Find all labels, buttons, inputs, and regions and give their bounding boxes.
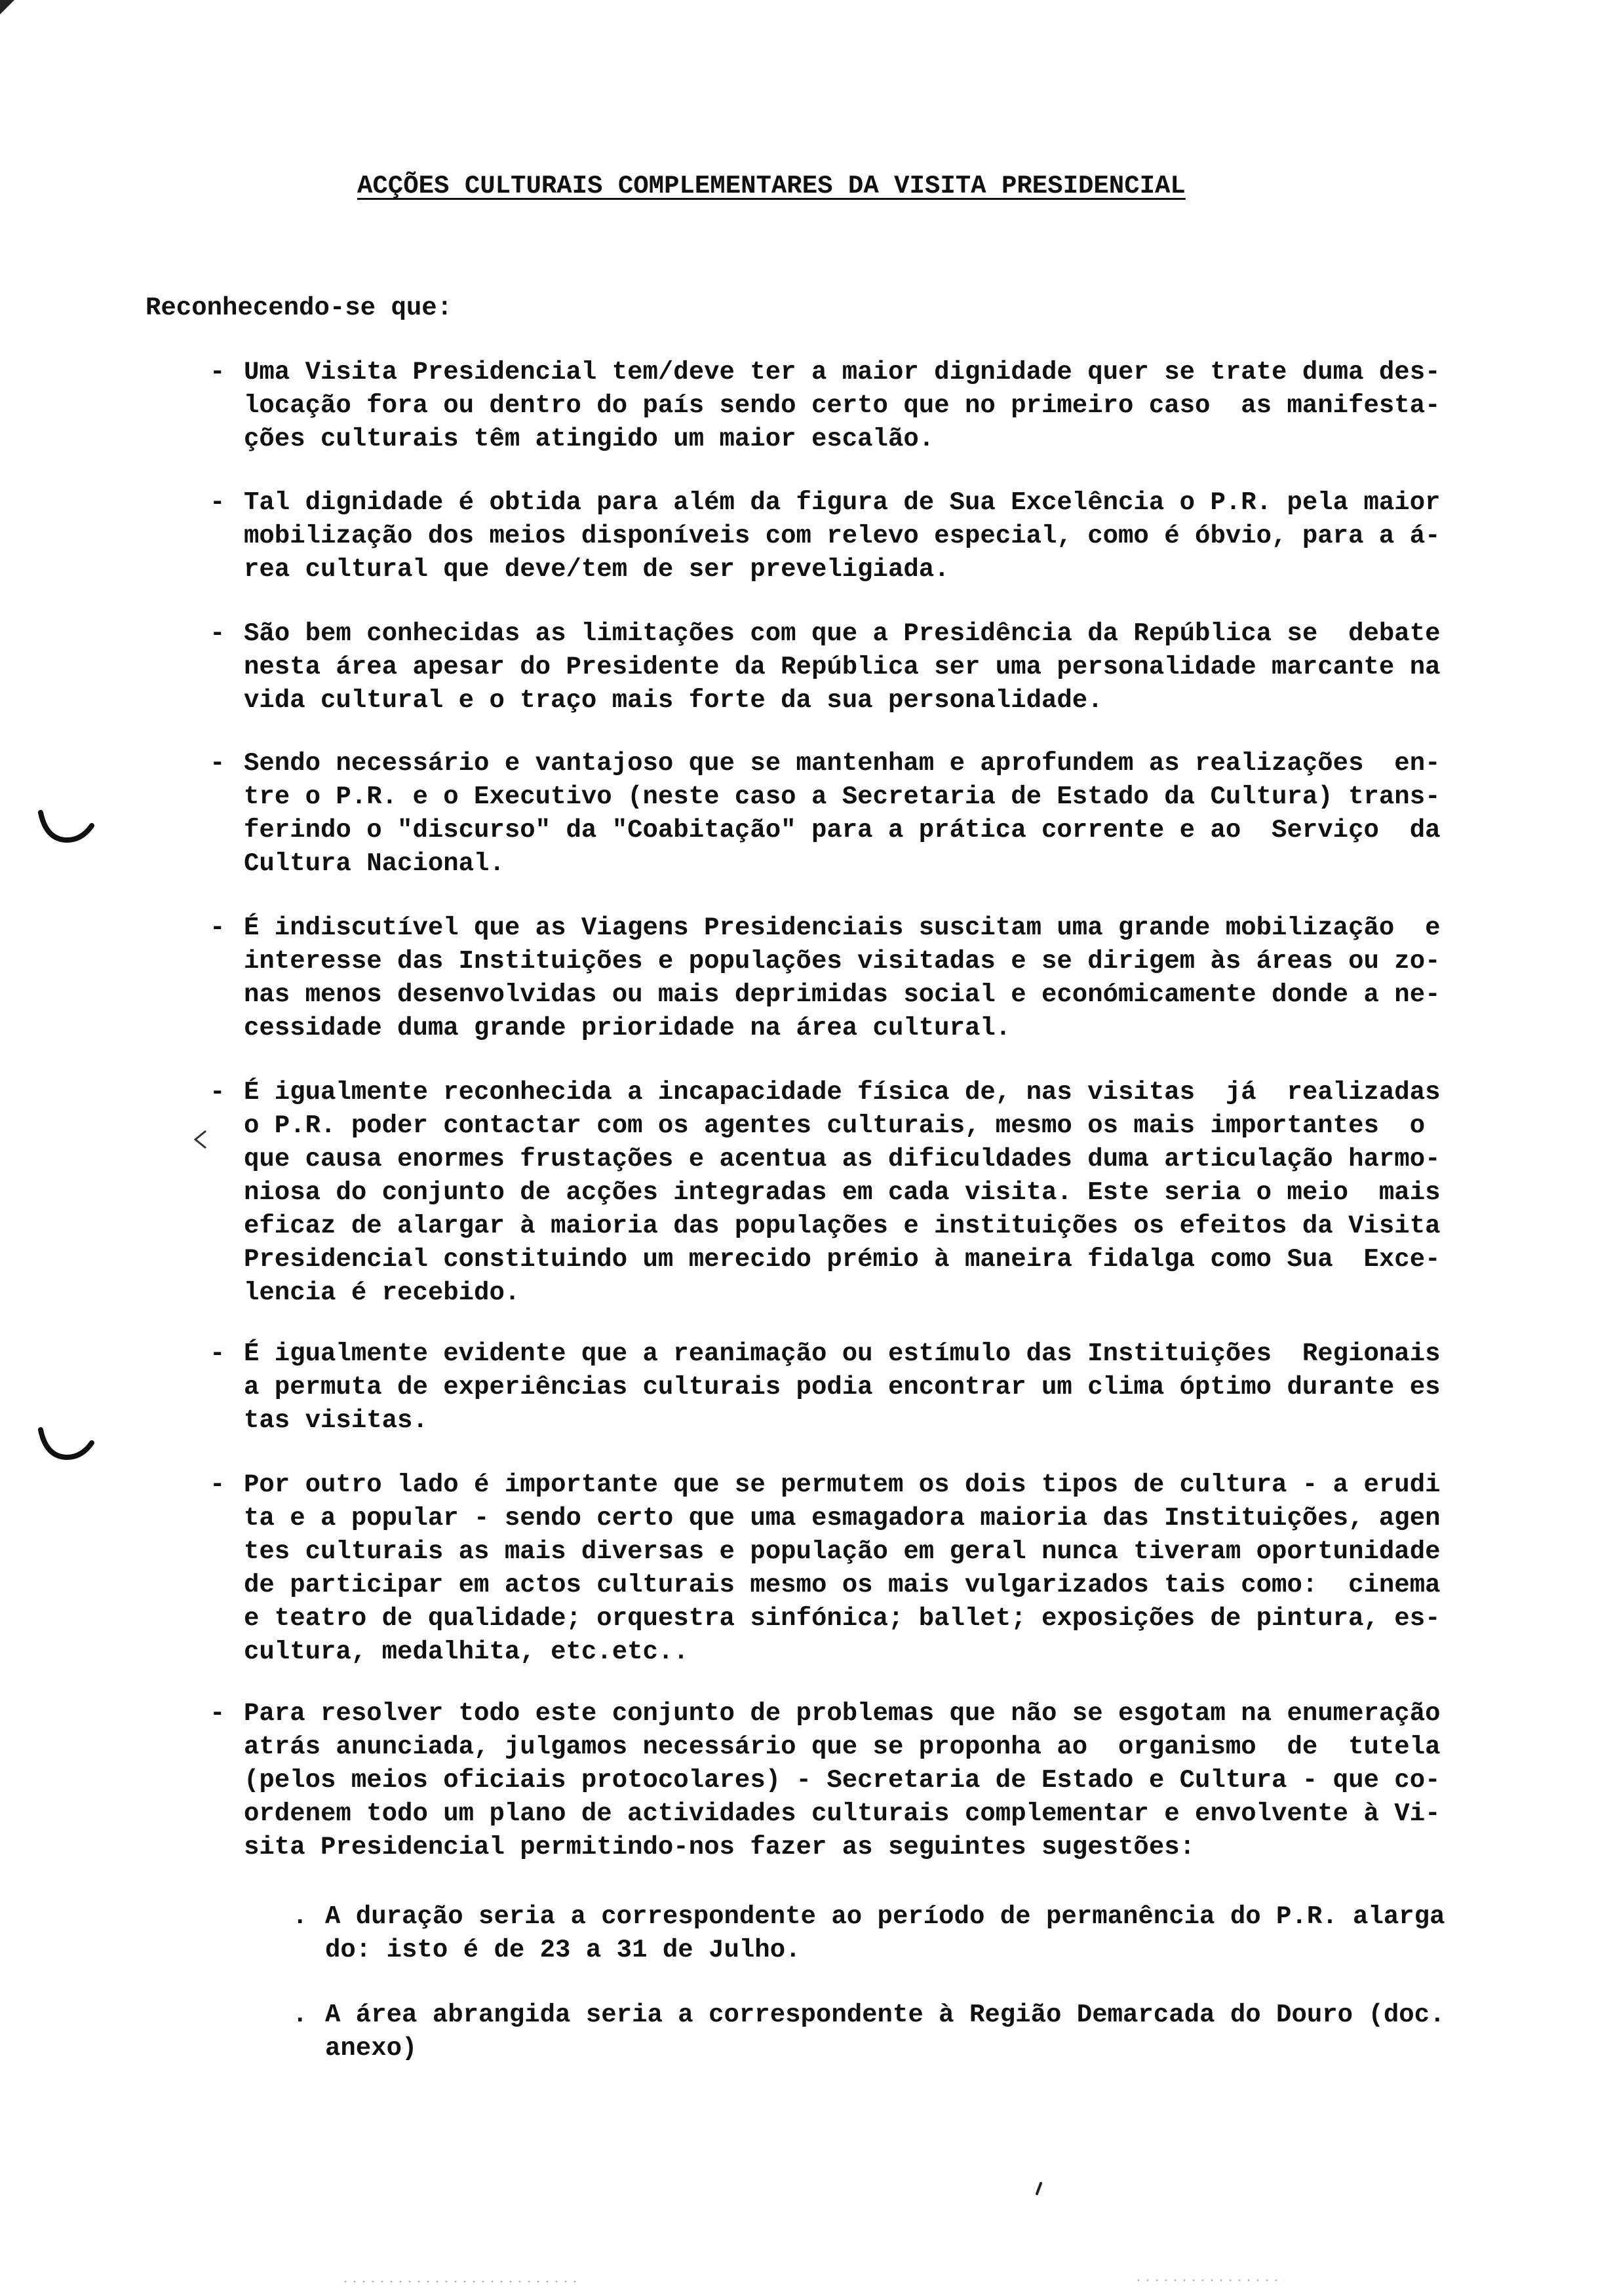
text-line: Tal dignidade é obtida para além da figura de Sua Excelência o P.R. pela maior (244, 488, 1441, 517)
text-line: É indiscutível que as Viagens Presidenciais suscitam uma grande mobilização e (244, 913, 1441, 942)
text-line: Uma Visita Presidencial tem/deve ter a maior dignidade quer se trate duma des- (244, 358, 1441, 387)
text-line: interesse das Instituições e populações visitadas e se dirigem às áreas ou zo- (244, 947, 1441, 976)
item-text (244, 747, 1528, 881)
text-line: ções culturais têm atingido um maior escalão. (244, 425, 935, 453)
margin-tick-mark (190, 1128, 210, 1151)
text-line: que causa enormes frustações e acentua as dificuldades duma articulação harmo- (244, 1145, 1441, 1174)
text-line: anexo) (325, 2034, 418, 2063)
dash-marker: - (210, 1470, 225, 1499)
text-line: mobilização dos meios disponíveis com relevo especial, como é óbvio, para a á- (244, 522, 1441, 550)
dash-marker: - (210, 358, 225, 387)
text-line: Por outro lado é importante que se permutem os dois tipos de cultura - a erudi (244, 1470, 1441, 1499)
text-line: sita Presidencial permitindo-nos fazer as seguintes sugestões: (244, 1833, 1196, 1862)
dash-marker: - (210, 749, 225, 778)
text-line: atrás anunciada, julgamos necessário que se proponha ao organismo de tutela (244, 1732, 1441, 1761)
sub-item-text (325, 1900, 1445, 1967)
text-line: lencia é recebido. (244, 1278, 520, 1307)
text-line: Sendo necessário e vantajoso que se mantenham e aprofundem as realizações en- (244, 749, 1441, 778)
item-text (244, 1697, 1528, 1864)
item-text (244, 911, 1528, 1045)
text-line: cultura, medalhita, etc.etc.. (244, 1637, 689, 1666)
item-text (244, 1337, 1528, 1438)
text-line: É igualmente evidente que a reanimação ou estímulo das Instituições Regionais (244, 1339, 1441, 1368)
sub-item-text (325, 1999, 1445, 2065)
text-line: (pelos meios oficiais protocolares) - Secretaria de Estado e Cultura - que co- (244, 1766, 1441, 1795)
text-line: nas menos desenvolvidas ou mais deprimidas social e económicamente donde a ne- (244, 980, 1441, 1009)
item-text (244, 1468, 1528, 1669)
text-line: Cultura Nacional. (244, 849, 505, 878)
item-text (244, 1076, 1528, 1310)
text-line: vida cultural e o traço mais forte da sua personalidade. (244, 686, 1103, 715)
bullet-marker: . (292, 1902, 308, 1931)
text-line: A área abrangida seria a correspondente à Região Demarcada do Douro (doc. (325, 2000, 1445, 2029)
intro-text: Reconhecendo-se que: (146, 294, 453, 322)
margin-check-mark (34, 805, 100, 851)
ink-speck (1033, 2181, 1046, 2198)
item-text (244, 617, 1528, 718)
text-line: São bem conhecidas as limitações com que a Presidência da República se debate (244, 619, 1441, 648)
item-text (244, 356, 1528, 456)
dash-marker: - (210, 1339, 225, 1368)
text-line: nesta área apesar do Presidente da República ser uma personalidade marcante na (244, 653, 1441, 681)
text-line: cessidade duma grande prioridade na área cultural. (244, 1014, 1011, 1043)
text-line: de participar em actos culturais mesmo os mais vulgarizados tais como: cinema (244, 1571, 1441, 1599)
text-line: tre o P.R. e o Executivo (neste caso a Secretaria de Estado da Cultura) trans- (244, 782, 1441, 811)
dash-marker: - (210, 619, 225, 648)
text-line: tes culturais as mais diversas e população em geral nunca tiveram oportunidade (244, 1537, 1441, 1566)
scan-noise (341, 2280, 577, 2283)
margin-check-mark (34, 1422, 100, 1468)
page-corner-mark (0, 0, 14, 14)
text-line: ferindo o "discurso" da "Coabitação" para a prática corrente e ao Serviço da (244, 816, 1441, 845)
text-line: ta e a popular - sendo certo que uma esmagadora maioria das Instituições, agen (244, 1504, 1441, 1533)
text-line: locação fora ou dentro do país sendo certo que no primeiro caso as manifesta- (244, 391, 1441, 420)
text-line: o P.R. poder contactar com os agentes culturais, mesmo os mais importantes o (244, 1111, 1426, 1140)
text-line: e teatro de qualidade; orquestra sinfónica; ballet; exposições de pintura, es- (244, 1604, 1441, 1633)
text-line: niosa do conjunto de acções integradas em cada visita. Este seria o meio mais (244, 1178, 1441, 1207)
text-line: rea cultural que deve/tem de ser preveligiada. (244, 555, 950, 584)
text-line: A duração seria a correspondente ao período de permanência do P.R. alarga (325, 1902, 1445, 1931)
dash-marker: - (210, 1699, 225, 1728)
text-line: tas visitas. (244, 1406, 428, 1435)
dash-marker: - (210, 1078, 225, 1107)
text-line: eficaz de alargar à maioria das populações e instituições os efeitos da Visita (244, 1212, 1441, 1240)
scan-noise (1134, 2279, 1285, 2282)
document-title: ACÇÕES CULTURAIS COMPLEMENTARES DA VISITA PRESIDENCIAL (357, 172, 1186, 201)
text-line: Para resolver todo este conjunto de problemas que não se esgotam na enumeração (244, 1699, 1441, 1728)
bullet-marker: . (292, 2000, 308, 2029)
item-text (244, 486, 1528, 586)
text-line: Presidencial constituindo um merecido prémio à maneira fidalga como Sua Exce- (244, 1245, 1441, 1274)
text-line: ordenem todo um plano de actividades culturais complementar e envolvente à Vi- (244, 1799, 1441, 1828)
dash-marker: - (210, 488, 225, 517)
text-line: a permuta de experiências culturais podia encontrar um clima óptimo durante es (244, 1373, 1441, 1402)
text-line: É igualmente reconhecida a incapacidade física de, nas visitas já realizadas (244, 1078, 1441, 1107)
dash-marker: - (210, 913, 225, 942)
text-line: do: isto é de 23 a 31 de Julho. (325, 1936, 801, 1964)
